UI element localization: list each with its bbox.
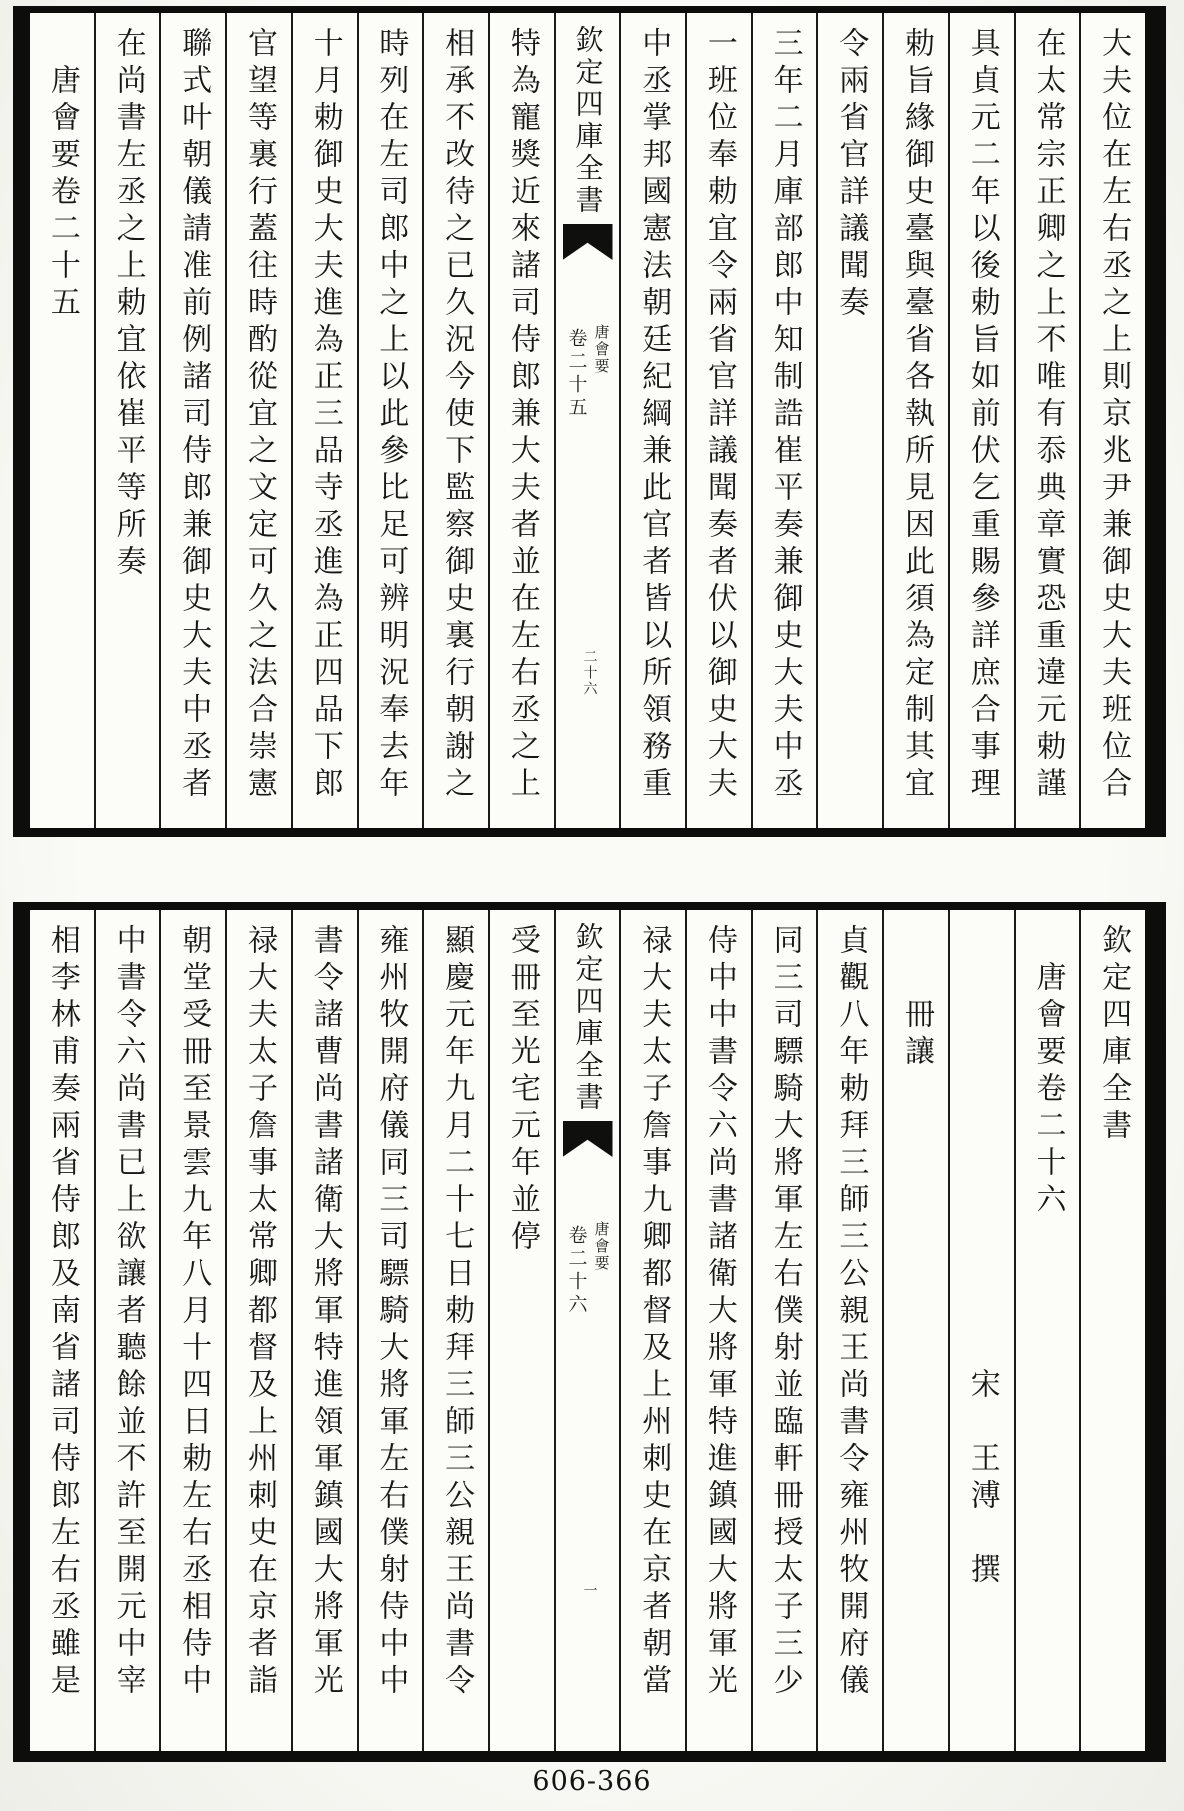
banxin-caption — [563, 1221, 613, 1317]
text-column — [357, 910, 423, 1751]
text-column — [751, 910, 817, 1751]
column-text: 三年二月庫部郎中知制誥崔平奏兼御史大夫中丞 — [767, 27, 803, 804]
column-text: 具貞元二年以後勅旨如前伏乞重賜參詳庶合事理 — [964, 27, 1000, 804]
plate-number: 606-366 — [532, 1766, 652, 1797]
column-text: 侍中中書令六尚書諸衛大將軍特進鎮國大將軍光 — [701, 924, 737, 1701]
text-column — [488, 13, 554, 828]
column-text: 令兩省官詳議聞奏 — [833, 27, 869, 323]
fishtail-icon — [563, 224, 613, 260]
text-column — [422, 13, 488, 828]
column-text: 冊讓 — [899, 998, 935, 1072]
text-column — [816, 910, 882, 1751]
folio-number: 一 — [581, 1582, 598, 1599]
banxin-column — [554, 13, 620, 828]
column-text: 聯式叶朝儀請准前例諸司侍郎兼御史大夫中丞者 — [176, 27, 212, 804]
text-column — [159, 910, 225, 1751]
column-text: 唐會要卷二十五 — [44, 64, 80, 323]
siku-series-title: 欽定四庫全書 — [571, 25, 605, 217]
text-column — [751, 13, 817, 828]
author-column — [948, 910, 1014, 1751]
page-frame-top — [13, 6, 1166, 837]
column-text: 中書令六尚書已上欲讓者聽餘並不許至開元中宰 — [110, 924, 146, 1701]
fishtail-icon — [563, 1121, 613, 1157]
volume-label: 卷二十六 — [565, 1225, 588, 1317]
section-title-column — [882, 910, 948, 1751]
column-text: 一班位奉勅宜令兩省官詳議聞奏者伏以御史大夫 — [701, 27, 737, 804]
column-text: 大夫位在左右丞之上則京兆尹兼御史大夫班位合 — [1096, 27, 1132, 804]
text-column — [488, 910, 554, 1751]
text-column — [30, 910, 94, 1751]
text-column — [816, 13, 882, 828]
column-text: 顯慶元年九月二十七日勅拜三師三公親王尚書令 — [439, 924, 475, 1701]
work-title: 唐會要 — [592, 324, 611, 375]
column-text: 在太常宗正卿之上不唯有忝典章實恐重違元勅謹 — [1030, 27, 1066, 804]
text-column — [225, 910, 291, 1751]
column-text: 中丞掌邦國憲法朝廷紀綱兼此官者皆以所領務重 — [636, 27, 672, 804]
column-text: 雍州牧開府儀同三司驃騎大將軍左右僕射侍中中 — [373, 924, 409, 1701]
banxin-caption — [563, 324, 613, 420]
column-text: 官望等裏行蓋往時酌從宜之文定可久之法合崇憲 — [242, 27, 277, 804]
column-text: 書令諸曹尚書諸衛大將軍特進領軍鎮國大將軍光 — [307, 924, 343, 1701]
series-title-column — [1079, 910, 1145, 1751]
text-column — [882, 13, 948, 828]
column-text: 受冊至光宅元年並停 — [504, 924, 540, 1257]
banxin-column — [554, 910, 620, 1751]
folio-number: 二十六 — [581, 648, 598, 697]
text-column — [1079, 13, 1145, 828]
column-grid-bottom — [30, 910, 1145, 1751]
column-text: 貞觀八年勅拜三師三公親王尚書令雍州牧開府儀 — [833, 924, 869, 1701]
siku-series-title: 欽定四庫全書 — [571, 922, 605, 1114]
text-column — [225, 13, 291, 828]
text-column — [685, 13, 751, 828]
column-text: 勅旨緣御史臺與臺省各執所見因此須為定制其宜 — [899, 27, 935, 804]
page-frame-bottom — [13, 902, 1166, 1762]
column-text: 特為寵獎近來諸司侍郎兼大夫者並在左右丞之上 — [504, 27, 540, 804]
text-column — [94, 910, 160, 1751]
column-text: 在尚書左丞之上勅宜依崔平等所奏 — [110, 27, 146, 582]
volume-label: 卷二十五 — [565, 328, 588, 420]
text-column — [291, 910, 357, 1751]
column-text: 相承不改待之已久況今使下監察御史裏行朝謝之 — [439, 27, 475, 804]
column-text: 朝堂受冊至景雲九年八月十四日勅左右丞相侍中 — [176, 924, 212, 1701]
text-column — [357, 13, 423, 828]
column-grid-top — [30, 13, 1145, 828]
column-text: 時列在左司郎中之上以此參比足可辨明況奉去年 — [373, 27, 409, 804]
volume-end-column — [30, 13, 94, 828]
column-text: 禄大夫太子詹事九卿都督及上州刺史在京者朝當 — [636, 924, 672, 1701]
text-column — [422, 910, 488, 1751]
text-column — [619, 910, 685, 1751]
text-column — [291, 13, 357, 828]
column-text: 欽定四庫全書 — [1096, 924, 1132, 1146]
text-column — [685, 910, 751, 1751]
column-text: 十月勅御史大夫進為正三品寺丞進為正四品下郎 — [307, 27, 343, 804]
column-text: 宋 王溥 撰 — [964, 1368, 1000, 1590]
column-text: 唐會要卷二十六 — [1030, 961, 1066, 1220]
text-column — [948, 13, 1014, 828]
column-text: 相李林甫奏兩省侍郎及南省諸司侍郎左右丞雖是 — [44, 924, 80, 1701]
column-text: 同三司驃騎大將軍左右僕射並臨軒冊授太子三少 — [767, 924, 803, 1701]
text-column — [619, 13, 685, 828]
text-column — [159, 13, 225, 828]
text-column — [94, 13, 160, 828]
column-text: 禄大夫太子詹事太常卿都督及上州刺史在京者詣 — [242, 924, 277, 1701]
work-title: 唐會要 — [592, 1221, 611, 1272]
volume-title-column — [1014, 910, 1080, 1751]
text-column — [1014, 13, 1080, 828]
